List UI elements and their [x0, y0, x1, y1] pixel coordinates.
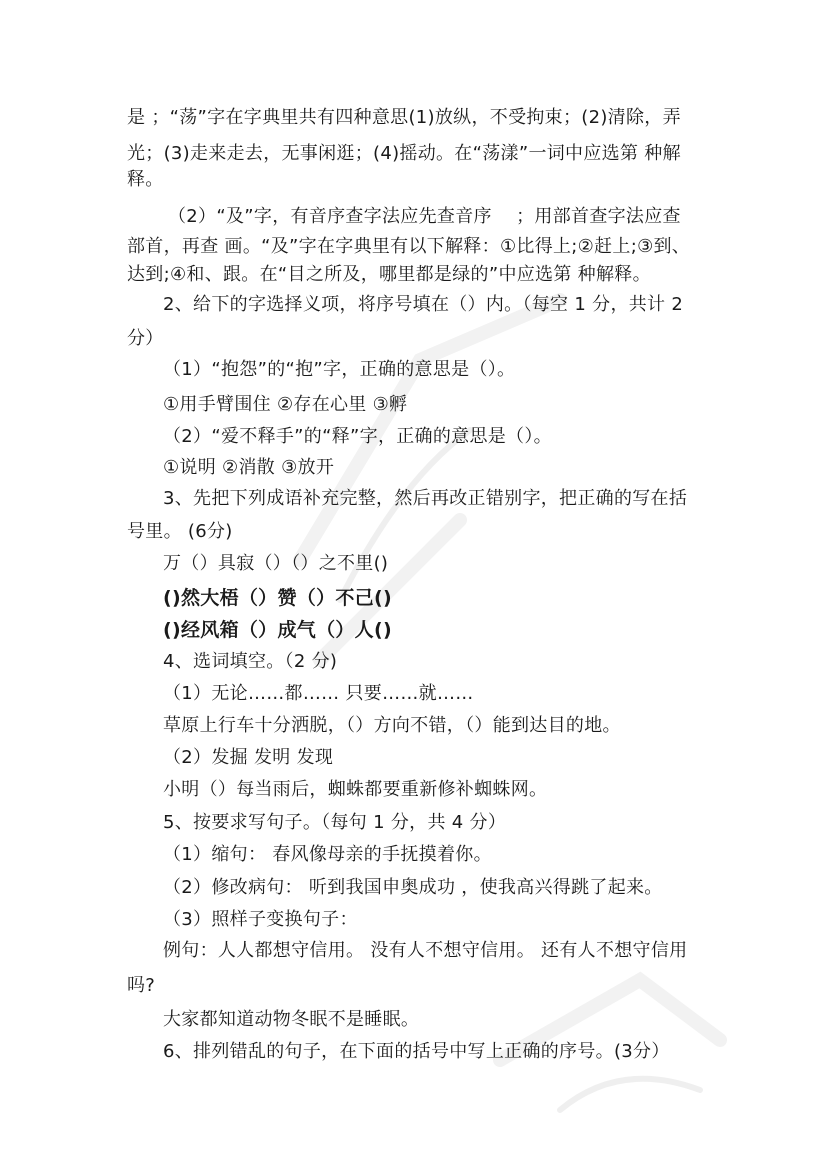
- text-line-4: （2）“及”字，有音序查字法应先查音序 ；用部首查字法应查: [168, 206, 681, 227]
- text-line-11: （2）“爱不释手”的“释”字，正确的意思是（）。: [163, 426, 552, 447]
- idiom-line-1: 万（）具寂（）（）之不里(): [163, 553, 389, 574]
- text-line-21: （2）发掘 发明 发现: [163, 747, 334, 768]
- text-line-10: ①用手臂围住 ②存在心里 ③孵: [163, 394, 408, 415]
- text-line-5: 部首，再查 画。“及”字在字典里有以下解释：①比得上;②赶上;③到、: [127, 236, 691, 257]
- text-line-8: 分）: [127, 328, 164, 349]
- question-2-heading: 2、给下的字选择义项，将序号填在（）内。（每空 1 分，共计 2: [163, 294, 684, 315]
- text-line-2: 光；(3)走来走去，无事闲逛；(4)摇动。在“荡漾”一词中应选第 种解: [127, 143, 681, 164]
- text-line-28: 吗?: [127, 975, 156, 996]
- text-line-1: 是 ；“荡”字在字典里共有四种意思(1)放纵，不受拘束；(2)清除，弄: [127, 107, 681, 128]
- text-line-24: （1）缩句： 春风像母亲的手抚摸着你。: [163, 844, 492, 865]
- text-line-19: （1）无论……都…… 只要……就……: [163, 683, 474, 704]
- text-line-22: 小明（）每当雨后，蜘蛛都要重新修补蜘蛛网。: [163, 779, 548, 800]
- text-line-25: （2）修改病句： 听到我国申奥成功 ，使我高兴得跳了起来。: [163, 877, 663, 898]
- text-line-14: 号里。 (6分): [127, 521, 233, 542]
- text-line-20: 草原上行车十分洒脱，（）方向不错，（）能到达目的地。: [163, 715, 621, 736]
- idiom-line-2: ()然大梧（）赞（）不己(): [163, 587, 392, 609]
- text-line-12: ①说明 ②消散 ③放开: [163, 457, 335, 478]
- question-5-heading: 5、按要求写句子。（每句 1 分，共 4 分）: [163, 812, 507, 833]
- text-line-3: 释。: [127, 169, 164, 190]
- question-4-heading: 4、选词填空。（2 分): [163, 651, 338, 672]
- question-3-heading: 3、先把下列成语补充完整，然后再改正错别字，把正确的写在括: [163, 488, 688, 509]
- text-line-29: 大家都知道动物冬眠不是睡眠。: [163, 1009, 420, 1030]
- text-line-26: （3）照样子变换句子：: [163, 909, 358, 930]
- text-line-9: （1）“抱怨”的“抱”字，正确的意思是（）。: [163, 359, 516, 380]
- question-6-heading: 6、排列错乱的句子，在下面的括号中写上正确的序号。(3分）: [163, 1041, 670, 1062]
- text-line-6: 达到;④和、跟。在“目之所及，哪里都是绿的”中应选第 种解释。: [127, 264, 651, 285]
- text-line-27: 例句：人人都想守信用。 没有人不想守信用。 还有人不想守信用: [163, 940, 688, 961]
- idiom-line-3: ()经风箱（）成气（）人(): [163, 619, 392, 641]
